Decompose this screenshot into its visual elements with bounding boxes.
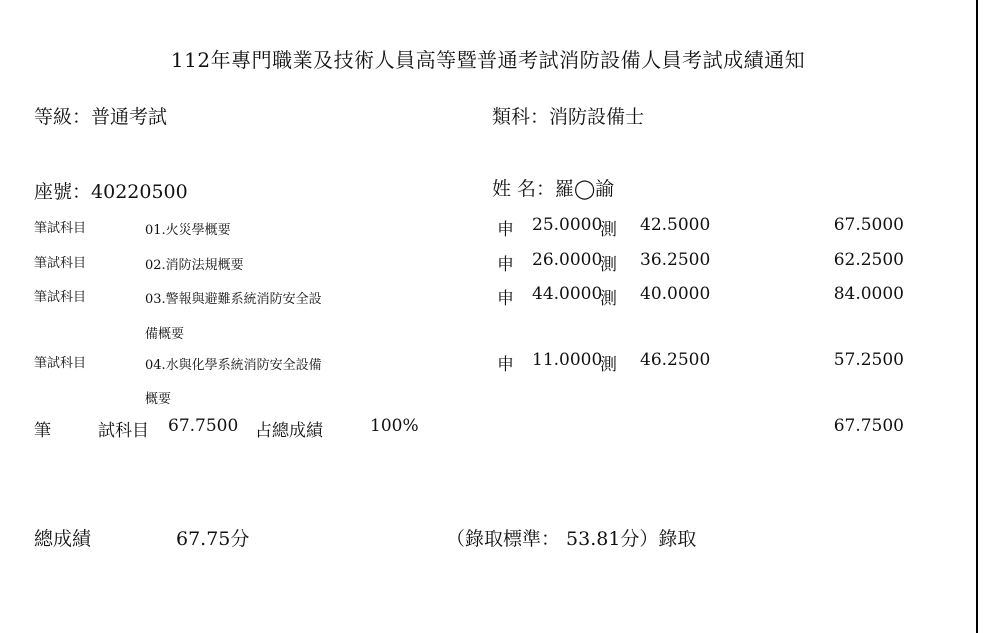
grade-label: 等級： <box>34 106 92 128</box>
summary-label-b: 試科目 <box>98 421 149 441</box>
name-field <box>492 174 614 201</box>
subject-score-1: 25.0000 <box>532 215 603 235</box>
admission-result: （錄取標準： 53.81分）錄取 <box>446 528 697 550</box>
seat-value: 40220500 <box>91 181 188 203</box>
page-edge <box>976 0 978 633</box>
seat-field <box>34 177 188 204</box>
subject-name: 03.警報與避難系統消防安全設 <box>145 292 322 307</box>
subject-mark-test: 測 <box>600 220 617 240</box>
subject-mark-apply: 申 <box>497 255 514 275</box>
subject-mark-apply: 申 <box>497 220 514 240</box>
subject-score-2: 42.5000 <box>640 215 711 235</box>
subject-name: 02.消防法規概要 <box>145 258 244 273</box>
subject-mark-apply: 申 <box>497 289 514 309</box>
subject-name: 01.火災學概要 <box>145 223 231 238</box>
subject-mark-test: 測 <box>600 255 617 275</box>
name-value: 羅◯諭 <box>555 178 615 200</box>
seat-label: 座號： <box>34 181 92 203</box>
summary-average: 67.7500 <box>168 416 239 436</box>
document-title: 112年專門職業及技術人員高等暨普通考試消防設備人員考試成績通知 <box>170 48 806 72</box>
subject-score-1: 44.0000 <box>532 284 603 304</box>
subject-name-continued: 概要 <box>145 392 172 407</box>
summary-weight: 100% <box>370 416 419 436</box>
subject-score-2: 46.2500 <box>640 350 711 370</box>
subject-type: 筆試科目 <box>34 221 87 236</box>
subject-mark-test: 測 <box>600 355 617 375</box>
subject-score-2: 36.2500 <box>640 250 711 270</box>
subject-mark-apply: 申 <box>497 355 514 375</box>
subject-mark-test: 測 <box>600 289 617 309</box>
subject-total: 62.2500 <box>833 250 904 270</box>
summary-weight-label: 占總成績 <box>255 421 323 441</box>
final-score: 67.75分 <box>176 528 250 550</box>
grade-field <box>34 102 167 129</box>
category-field <box>492 102 644 129</box>
subject-name-continued: 備概要 <box>145 327 185 342</box>
subject-total: 67.5000 <box>833 215 904 235</box>
category-value: 消防設備士 <box>549 106 645 128</box>
grade-value: 普通考試 <box>91 106 168 128</box>
subject-score-1: 26.0000 <box>532 250 603 270</box>
name-label: 姓 名： <box>492 178 556 200</box>
subject-type: 筆試科目 <box>34 256 87 271</box>
subject-type: 筆試科目 <box>34 290 87 305</box>
subject-score-2: 40.0000 <box>640 284 711 304</box>
subject-type: 筆試科目 <box>34 356 87 371</box>
summary-total: 67.7500 <box>833 416 904 436</box>
summary-label-a: 筆 <box>34 421 51 441</box>
subject-name: 04.水與化學系統消防安全設備 <box>145 358 322 373</box>
subject-total: 57.2500 <box>833 350 904 370</box>
subject-total: 84.0000 <box>833 284 904 304</box>
category-label: 類科： <box>492 106 550 128</box>
subject-score-1: 11.0000 <box>532 350 603 370</box>
final-score-label: 總成績 <box>34 528 92 550</box>
